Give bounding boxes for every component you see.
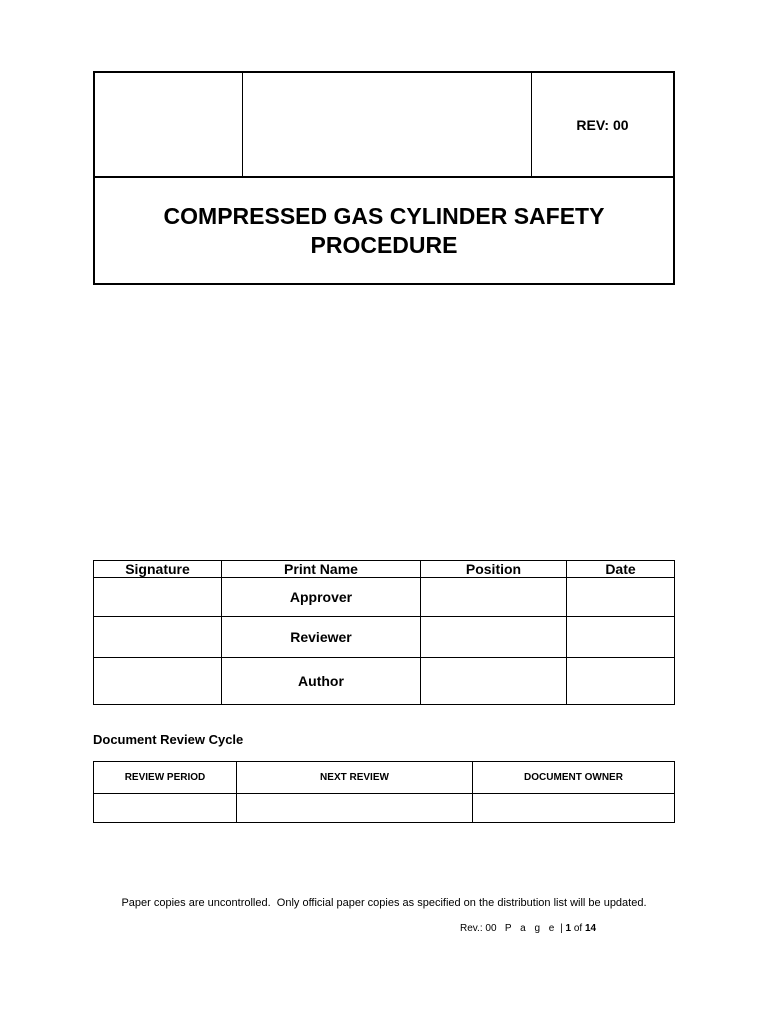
column-header-document-owner: DOCUMENT OWNER [473, 762, 675, 794]
review-table-header [94, 762, 675, 794]
table-row [94, 578, 675, 617]
position-cell [421, 617, 567, 658]
table-row [94, 794, 675, 823]
page-footer [460, 923, 596, 934]
table-row [94, 617, 675, 658]
footer-page-word: P a g e [504, 923, 558, 934]
signature-cell [94, 578, 222, 617]
date-cell [567, 578, 675, 617]
footer-of: of [573, 923, 583, 934]
date-cell [567, 658, 675, 705]
uncontrolled-copy-note: Paper copies are uncontrolled. Only official paper copies as specified on the distribution list will be updated. [121, 897, 647, 909]
print-name-cell: Author [222, 658, 421, 705]
document-owner-cell [473, 794, 675, 823]
review-cycle-table [93, 761, 675, 823]
column-header-review-period: REVIEW PERIOD [94, 762, 237, 794]
column-header-signature: Signature [94, 561, 222, 578]
position-cell [421, 578, 567, 617]
print-name-cell: Approver [222, 578, 421, 617]
header-middle-cell [243, 72, 532, 177]
print-name-cell: Reviewer [222, 617, 421, 658]
table-row [94, 658, 675, 705]
footer-page-number: 1 [565, 923, 572, 934]
signature-table [93, 560, 675, 705]
signature-cell [94, 658, 222, 705]
column-header-date: Date [567, 561, 675, 578]
logo-cell [94, 72, 243, 177]
review-period-cell [94, 794, 237, 823]
column-header-next-review: NEXT REVIEW [237, 762, 473, 794]
footer-separator: | [560, 923, 563, 934]
title-line-1: COMPRESSED GAS CYLINDER SAFETY [163, 202, 605, 229]
position-cell [421, 658, 567, 705]
review-cycle-caption: Document Review Cycle [93, 732, 244, 747]
column-header-position: Position [421, 561, 567, 578]
next-review-cell [237, 794, 473, 823]
signature-table-header [94, 561, 675, 578]
document-header [93, 71, 675, 285]
footer-rev: Rev.: 00 [460, 923, 497, 934]
title-line-2: PROCEDURE [310, 231, 458, 258]
date-cell [567, 617, 675, 658]
signature-cell [94, 617, 222, 658]
revision-label: REV: 00 [532, 72, 675, 177]
document-title [94, 177, 674, 284]
column-header-print-name: Print Name [222, 561, 421, 578]
footer-page-total: 14 [585, 923, 597, 934]
